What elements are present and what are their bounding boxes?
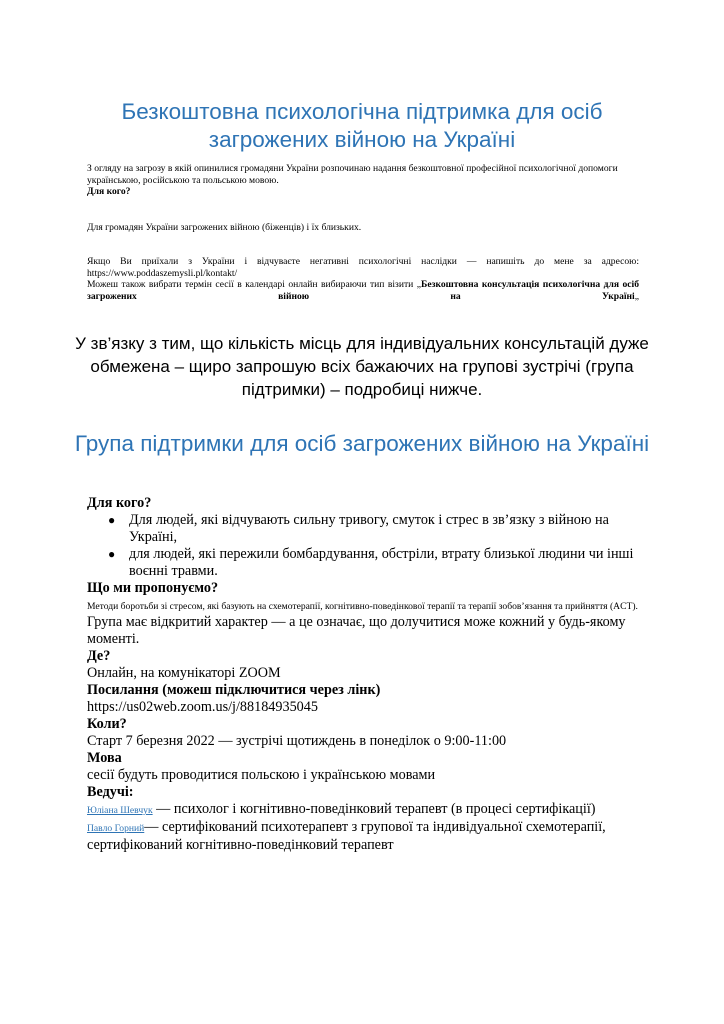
bullet-icon: ● (108, 513, 116, 527)
who-list (87, 512, 647, 580)
intro-text: З огляду на загрозу в якій опинилися громадяни України розпочинаю надання безкоштовної професійної психологічної допомоги українською, російською та польською мовою. (87, 163, 618, 186)
leader-2-text: — сертифікований психотерапевт з групової та індивідуальної схемотерапії, сертифікований когнітивно-поведінковий терапевт (87, 819, 606, 853)
calendar-prefix: Можеш також вибрати термін сесії в календарі онлайн вибираючи тип візити „ (87, 279, 421, 290)
offer-label: Що ми пропонуємо? (87, 580, 219, 596)
where-text: Онлайн, на комунікаторі ZOOM (87, 665, 281, 681)
leader-1-link[interactable]: Юліана Шевчук (87, 805, 153, 816)
list-item (87, 512, 647, 546)
offer-paragraph (87, 597, 647, 648)
group-invitation-callout: У зв’язку з тим, що кількість місць для індивідуальних консультацій дуже обмежена – щиро запрошую всіх бажаючих на групові зустрічі (група підтримки) – подробиці нижче. (75, 334, 649, 399)
who-label: Для кого? (87, 495, 152, 511)
group-details (87, 495, 647, 854)
leaders-label: Ведучі: (87, 784, 134, 800)
leader-2-link[interactable]: Павло Горний (87, 823, 145, 834)
bullet-text: Для людей, які відчувають сильну тривогу, смуток і стрес в зв’язку з війною на Україні, (129, 512, 609, 545)
intro-contact-paragraph (87, 256, 639, 302)
link-label: Посилання (можеш підключитися через лінк) (87, 682, 381, 698)
calendar-visit-type: Безкоштовна консультація психологічна для осіб загрожених війною на Україні (87, 279, 639, 302)
where-label: Де? (87, 648, 111, 664)
leader-2 (87, 819, 647, 854)
offer-methods: Методи боротьби зі стресом, які базують на схемотерапії, когнітивно-поведінкової терапії та терапії зобов’язання та прийняття (ACT). (87, 601, 638, 612)
bullet-icon: ● (108, 547, 116, 561)
intro-who-label: Для кого? (87, 186, 131, 197)
section-title: Група підтримки для осіб загрожених війною на Україні (74, 431, 650, 456)
offer-text: Група має відкритий характер — а це означає, що долучитися може кожний у будь-якому моменті. (87, 614, 626, 647)
leader-1-text: — психолог і когнітивно-поведінковий терапевт (в процесі сертифікації) (152, 801, 596, 817)
when-text: Старт 7 березня 2022 — зустрічі щотиждень в понеділок о 9:00-11:00 (87, 733, 507, 749)
intro-calendar-text (87, 279, 639, 302)
intro-paragraph (87, 163, 639, 198)
bullet-text: для людей, які пережили бомбардування, обстріли, втрату близької людини чи інші воєнні травми. (129, 546, 634, 579)
when-label: Коли? (87, 716, 127, 732)
intro-contact-text: Якщо Ви приїхали з України і відчуваєте негативні психологічні наслідки — напишіть до мене за адресою: https://www.poddaszemysli.pl/kontakt/ (87, 256, 639, 279)
list-item (87, 546, 647, 580)
zoom-link[interactable]: https://us02web.zoom.us/j/88184935045 (87, 699, 318, 715)
page-title: Безкоштовна психологічна підтримка для осіб загрожених війною на Україні (121, 99, 603, 152)
intro-who-text: Для громадян України загрожених війною (біженців) і їх близьких. (87, 222, 362, 233)
language-text: сесії будуть проводитися польскою і українською мовами (87, 767, 436, 783)
leader-1 (87, 801, 647, 819)
calendar-suffix: „ (634, 290, 639, 302)
language-label: Мова (87, 750, 122, 766)
